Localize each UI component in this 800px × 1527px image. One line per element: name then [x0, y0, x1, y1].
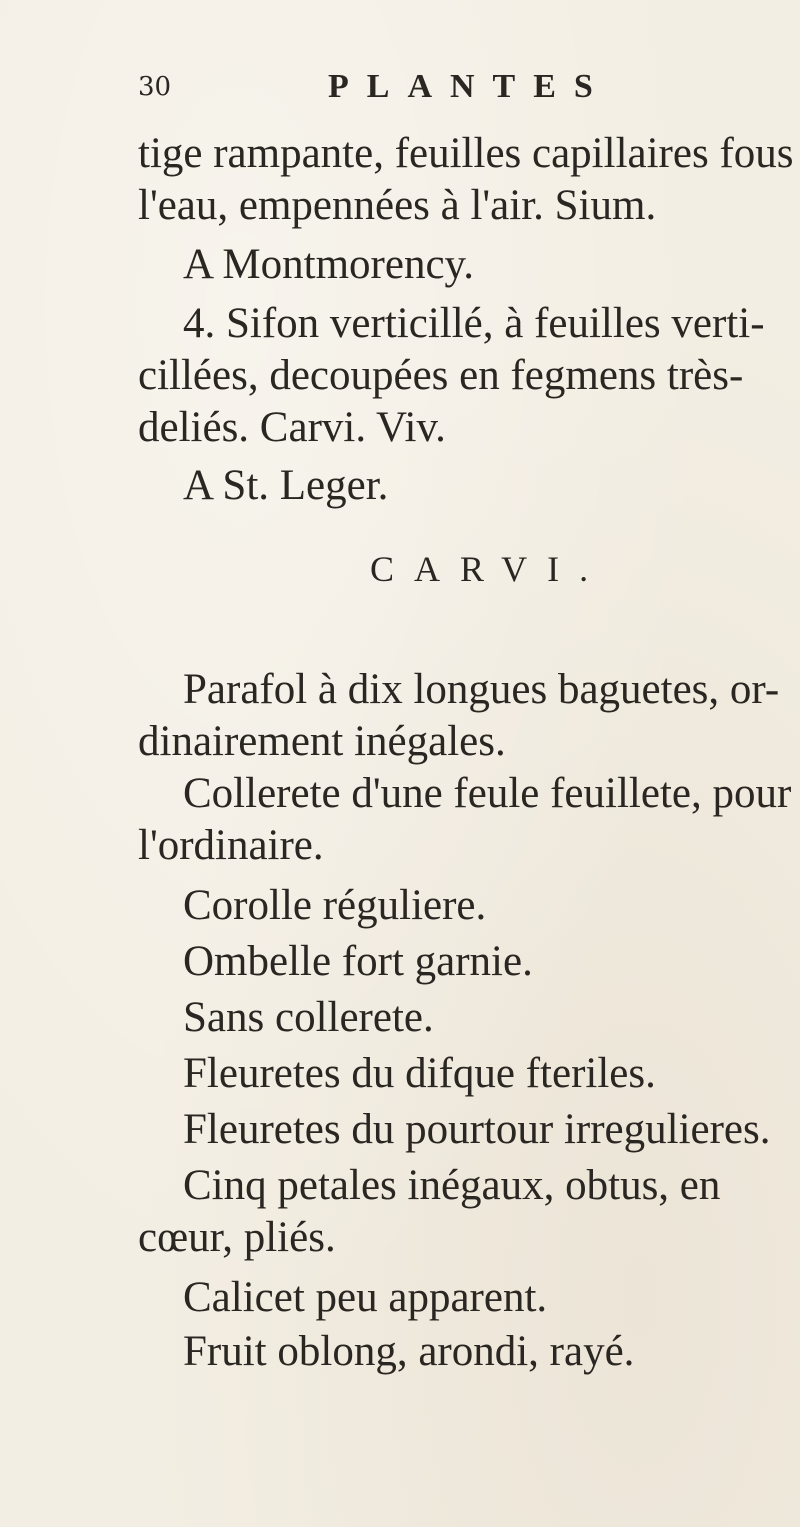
- text-line: deliés. Carvi. Viv.: [138, 404, 446, 451]
- text-line: Fleuretes du pourtour irregulieres.: [183, 1106, 771, 1153]
- text-line: Corolle réguliere.: [183, 882, 487, 929]
- text-line: Sans collerete.: [183, 994, 434, 1041]
- text-line: Fruit oblong, arondi, rayé.: [183, 1328, 635, 1375]
- text-line: 4. Sifon verticillé, à feuilles verti-: [183, 300, 765, 347]
- text-line: A Montmorency.: [183, 241, 475, 288]
- text-line: dinairement inégales.: [138, 718, 506, 765]
- running-head: PLANTES: [328, 68, 611, 105]
- text-line: l'ordinaire.: [138, 822, 324, 869]
- text-line: l'eau, empennées à l'air. Sium.: [138, 182, 657, 229]
- text-line: Parafol à dix longues baguetes, or-: [183, 666, 780, 713]
- page-number: 30: [138, 72, 172, 102]
- text-line: A St. Leger.: [183, 462, 389, 509]
- text-line: Collerete d'une feule feuillete, pour: [183, 770, 792, 817]
- page-header: [138, 68, 698, 108]
- text-line: Cinq petales inégaux, obtus, en: [183, 1162, 721, 1209]
- text-line: Fleuretes du difque fteriles.: [183, 1050, 656, 1097]
- section-title: CARVI.: [370, 549, 609, 589]
- text-line: Calicet peu apparent.: [183, 1274, 548, 1321]
- text-line: Ombelle fort garnie.: [183, 938, 533, 985]
- text-line: cillées, decoupées en fegmens très-: [138, 352, 744, 399]
- text-line: tige rampante, feuilles capillaires fous: [138, 130, 794, 177]
- text-line: cœur, pliés.: [138, 1214, 336, 1261]
